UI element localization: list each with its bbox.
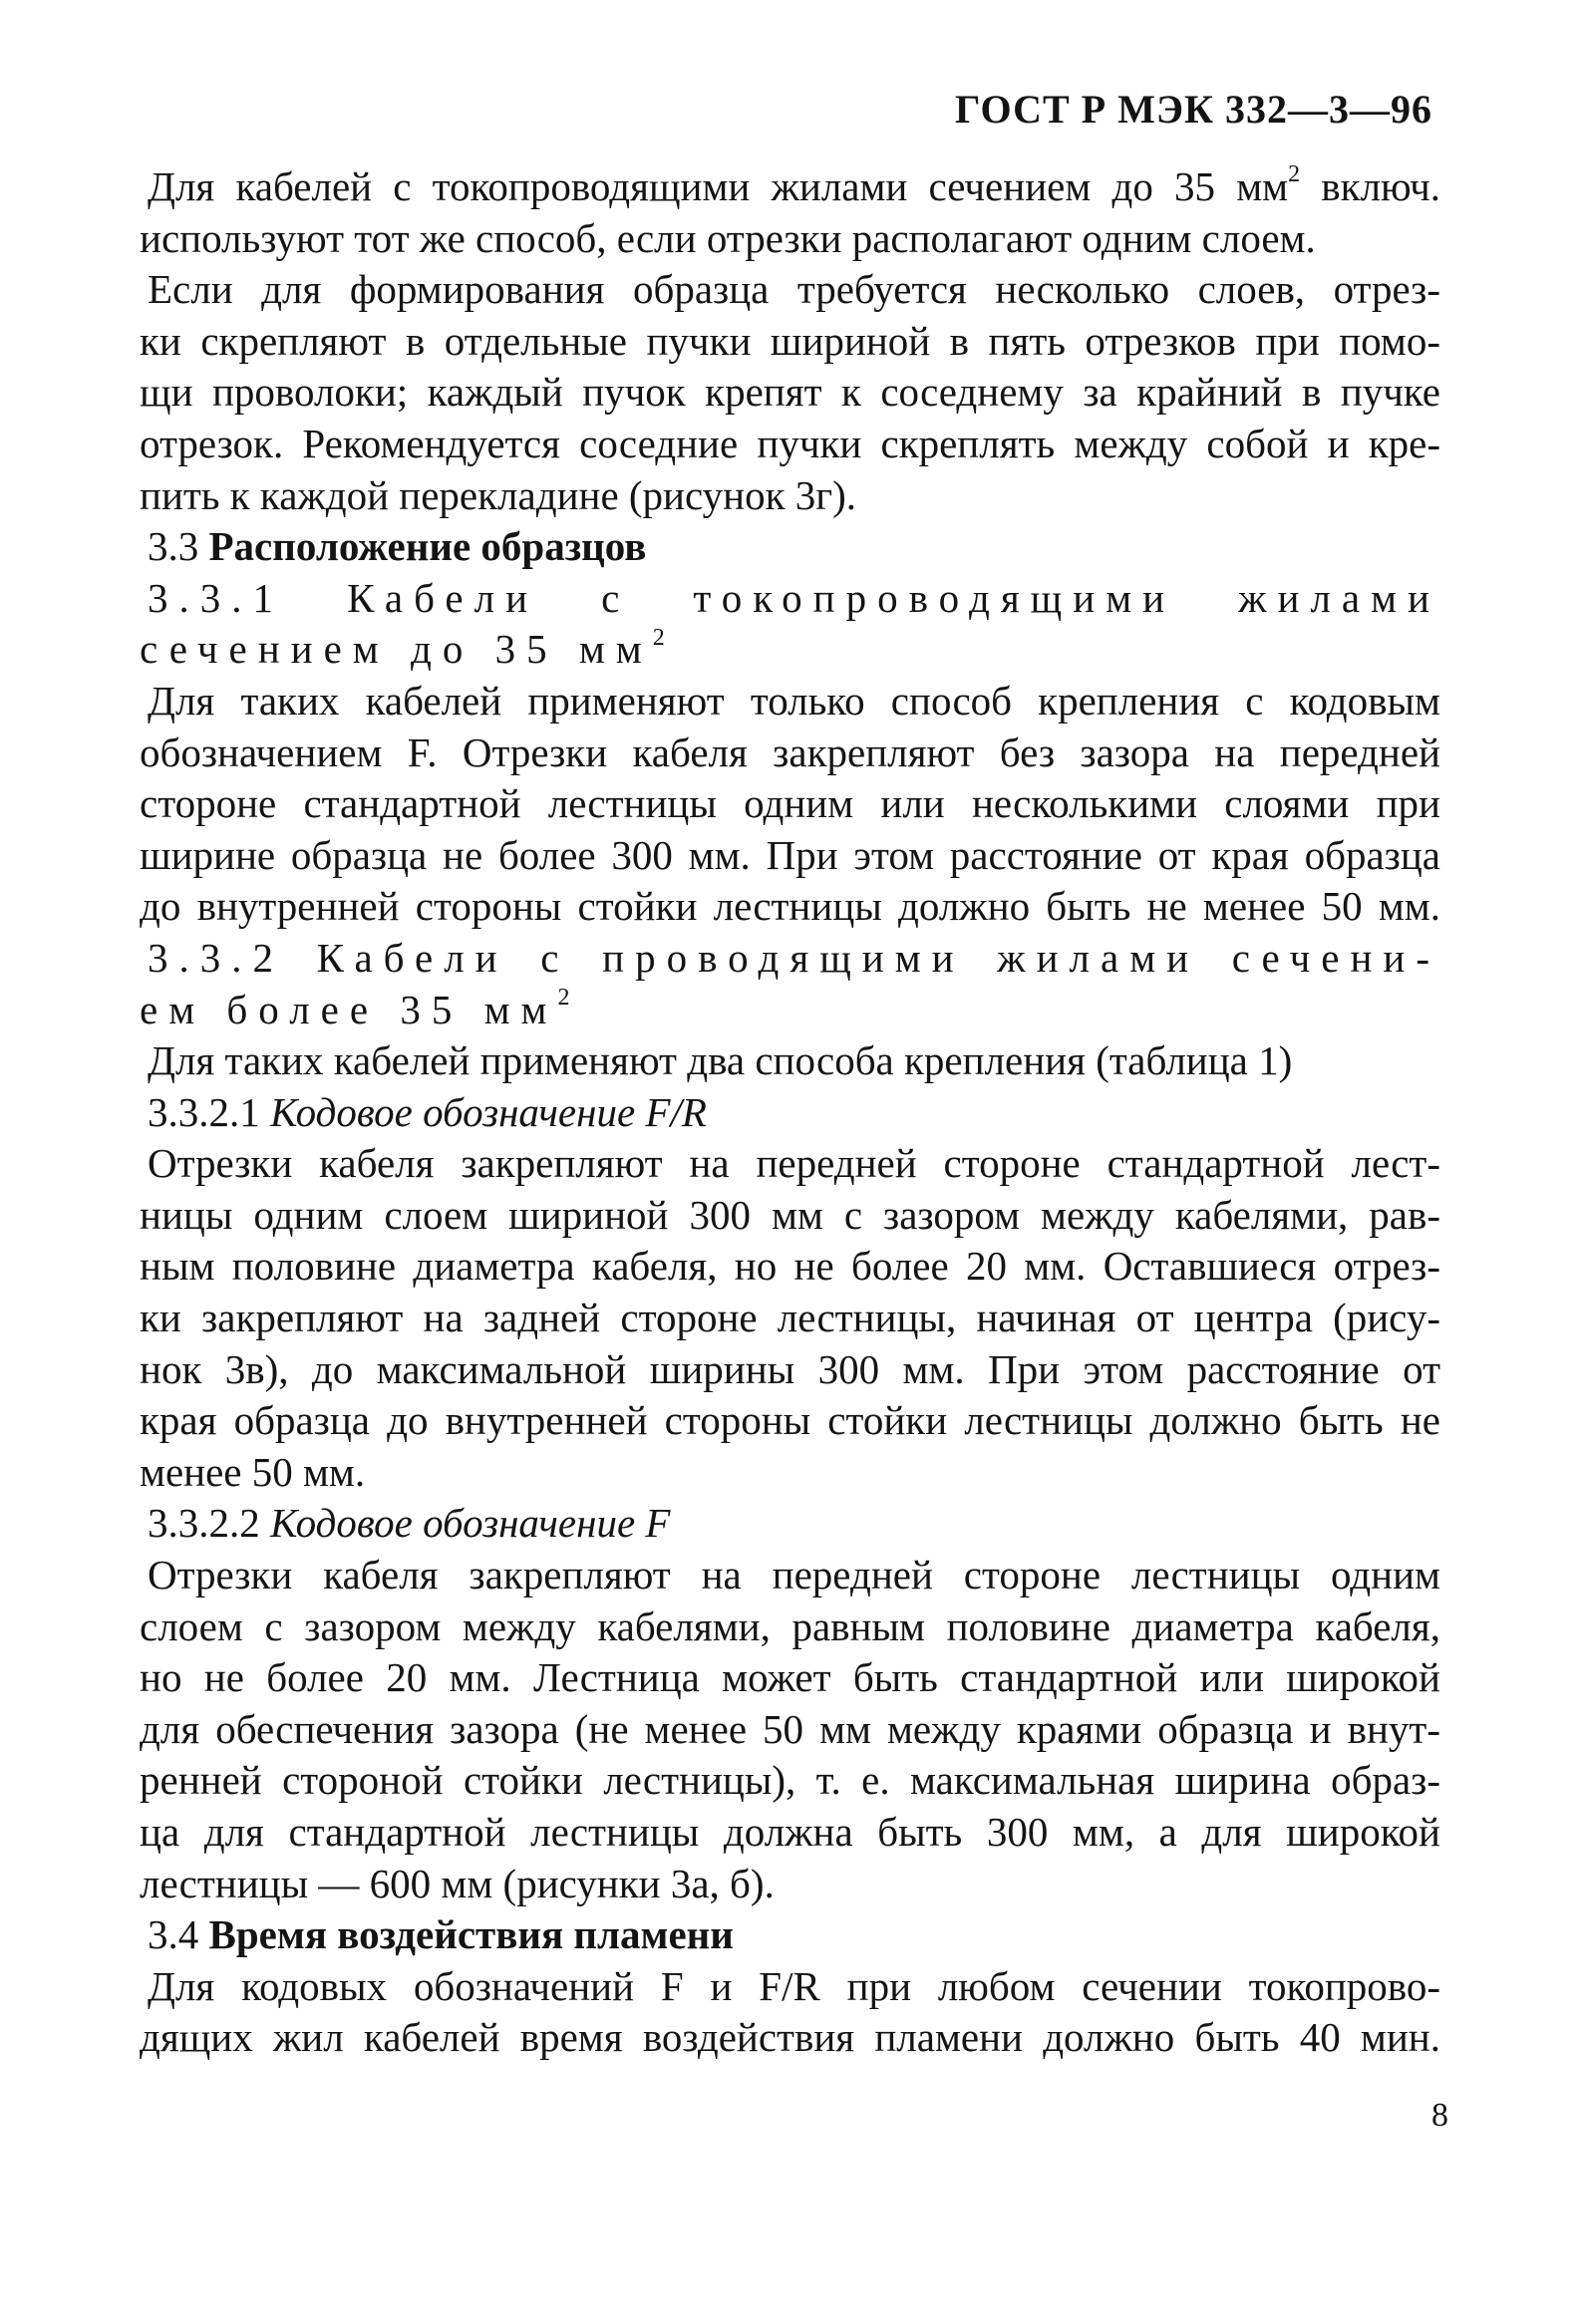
line-text: нок 3в), до максимальной ширины 300 мм. При этом расстояние от <box>140 1345 1440 1392</box>
text-line <box>140 933 1440 985</box>
line-text: Для таких кабелей применяют только способ крепления с кодовым <box>148 677 1440 724</box>
text-line <box>140 316 1440 368</box>
text-line <box>140 1035 1440 1087</box>
text-line <box>140 1447 1440 1499</box>
superscript: 2 <box>652 624 676 651</box>
text-line <box>140 676 1440 727</box>
text-line <box>140 1909 1440 1961</box>
line-text: 3.3.2 Кабели с проводящими жилами сечени- <box>148 934 1440 981</box>
line-text: лестницы — 600 мм (рисунки 3а, б). <box>140 1860 775 1906</box>
document-body <box>140 161 1440 2064</box>
line-text: ницы одним слоем шириной 300 мм с зазором между кабелями, рав- <box>140 1191 1440 1238</box>
section-number: 3.3.2.1 <box>148 1088 270 1135</box>
text-line <box>140 2012 1440 2064</box>
line-text: слоем с зазором между кабелями, равным половине диаметра кабеля, <box>140 1602 1440 1649</box>
text-line <box>140 1961 1440 2013</box>
text-line <box>140 573 1440 625</box>
page-number: 8 <box>1431 2097 1448 2134</box>
line-text: пить к каждой перекладине (рисунок 3г). <box>140 471 856 518</box>
section-heading: Время воздействия пламени <box>208 1911 734 1958</box>
line-text: Отрезки кабеля закрепляют на передней стороне лестницы одним <box>148 1552 1440 1598</box>
line-text: стороне стандартной лестницы одним или несколькими слоями при <box>140 780 1440 827</box>
line-text: отрезок. Рекомендуется соседние пучки скреплять между собой и кре- <box>140 420 1440 466</box>
text-line <box>140 213 1440 265</box>
line-text: до внутренней стороны стойки лестницы должно быть не менее 50 мм. <box>140 883 1440 930</box>
text-line <box>140 881 1440 933</box>
text-line <box>140 264 1440 316</box>
line-text: ренней стороной стойки лестницы), т. е. максимальная ширина образ- <box>140 1757 1440 1804</box>
text-line <box>140 1498 1440 1550</box>
text-line <box>140 1859 1440 1910</box>
text-line <box>140 367 1440 419</box>
text-line <box>140 1087 1440 1139</box>
text-line <box>140 1704 1440 1756</box>
text-line <box>140 727 1440 779</box>
section-number: 3.4 <box>148 1911 209 1958</box>
line-text: ширине образца не более 300 мм. При этом расстояние от края образца <box>140 831 1440 878</box>
text-line <box>140 624 1440 676</box>
line-text: Если для формирования образца требуется несколько слоев, отрез- <box>148 266 1440 313</box>
text-line <box>140 1550 1440 1601</box>
text-line <box>140 1293 1440 1344</box>
text-line <box>140 1652 1440 1704</box>
text-line <box>140 1344 1440 1396</box>
line-text: Отрезки кабеля закрепляют на передней стороне стандартной лест- <box>148 1140 1440 1187</box>
line-text: используют тот же способ, если отрезки располагают одним слоем. <box>140 214 1316 261</box>
line-text: 3.3.1 Кабели с токопроводящими жилами <box>148 574 1440 621</box>
line-text: ем более 35 мм <box>140 986 558 1032</box>
line-text: Для таких кабелей применяют два способа крепления (таблица 1) <box>148 1037 1293 1084</box>
section-number: 3.3.2.2 <box>148 1500 270 1547</box>
line-text: Для кабелей с токопроводящими жилами сечением до 35 мм <box>148 163 1289 209</box>
text-line <box>140 1241 1440 1293</box>
text-line <box>140 1395 1440 1447</box>
line-text: менее 50 мм. <box>140 1448 366 1495</box>
line-text: ки скрепляют в отдельные пучки шириной в пять отрезков при помо- <box>140 317 1440 364</box>
line-text: Для кодовых обозначений F и F/R при любом сечении токопрово- <box>148 1962 1440 2009</box>
line-text: обозначением F. Отрезки кабеля закрепляют без зазора на передней <box>140 728 1440 775</box>
text-line <box>140 419 1440 470</box>
text-line <box>140 1138 1440 1190</box>
line-text: сечением до 35 мм <box>140 626 653 673</box>
line-text: ки закрепляют на задней стороне лестницы, начиная от центра (рису- <box>140 1295 1440 1341</box>
superscript: 2 <box>1288 161 1301 188</box>
text-line <box>140 161 1440 213</box>
line-text: ным половине диаметра кабеля, но не более 20 мм. Оставшиеся отрез- <box>140 1243 1440 1290</box>
text-line <box>140 1190 1440 1242</box>
line-text: но не более 20 мм. Лестница может быть стандартной или широкой <box>140 1654 1440 1701</box>
text-line <box>140 985 1440 1036</box>
text-line <box>140 521 1440 573</box>
section-heading: Расположение образцов <box>208 523 647 570</box>
text-line <box>140 470 1440 522</box>
line-text: щи проволоки; каждый пучок крепят к соседнему за крайний в пучке <box>140 369 1440 416</box>
line-text: ца для стандартной лестницы должна быть 300 мм, а для широкой <box>140 1809 1440 1855</box>
line-text: для обеспечения зазора (не менее 50 мм между краями образца и внут- <box>140 1705 1440 1752</box>
subsection-heading: Кодовое обозначение F/R <box>270 1088 707 1135</box>
section-number: 3.3 <box>148 523 209 570</box>
line-text: края образца до внутренней стороны стойки лестницы должно быть не <box>140 1397 1440 1444</box>
text-line <box>140 830 1440 882</box>
document-header: ГОСТ Р МЭК 332—3—96 <box>955 87 1432 132</box>
text-line <box>140 1807 1440 1859</box>
text-line <box>140 778 1440 830</box>
text-line <box>140 1755 1440 1807</box>
line-text: дящих жил кабелей время воздействия пламени должно быть 40 мин. <box>140 2014 1440 2061</box>
line-text-tail: включ. <box>1300 163 1440 209</box>
subsection-heading: Кодовое обозначение F <box>270 1500 671 1547</box>
superscript: 2 <box>557 984 581 1011</box>
text-line <box>140 1601 1440 1653</box>
